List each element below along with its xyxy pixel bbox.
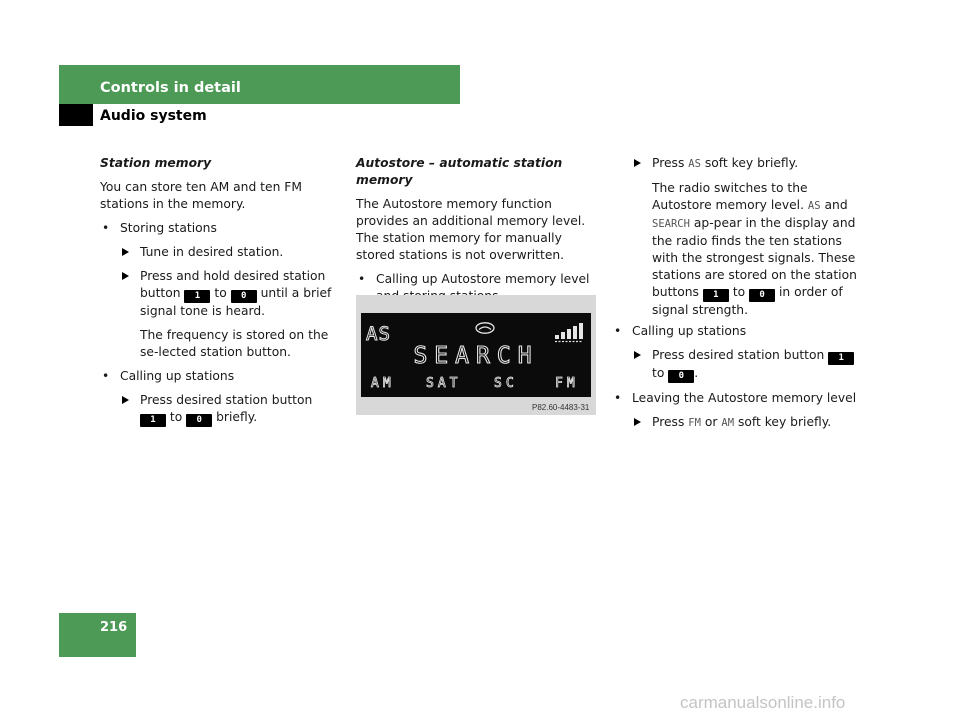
step-press-station — [100, 392, 340, 427]
radio-display — [361, 313, 591, 397]
bullet-label: Leaving the Autostore memory level — [632, 391, 857, 405]
bullet-label: Storing stations — [120, 221, 217, 235]
arrow-icon — [122, 248, 129, 256]
step-press-as — [612, 155, 862, 173]
station-button-0-key: 0 — [231, 290, 257, 303]
signal-strength-icon — [554, 321, 586, 343]
column-autostore — [356, 155, 600, 312]
soft-key-label: AM — [721, 417, 735, 429]
bullet-label: Calling up stations — [120, 369, 235, 383]
soft-key-am: AM — [371, 376, 395, 391]
station-button-0-key: 0 — [186, 414, 212, 427]
bullet-storing-stations — [100, 220, 340, 237]
station-button-0-key: 0 — [749, 289, 775, 302]
heading-station-memory: Station memory — [100, 156, 212, 170]
step-tune-in — [100, 244, 340, 261]
step-text: soft key briefly. — [737, 415, 832, 429]
soft-key-fm: FM — [555, 376, 579, 391]
soft-key-sat: SAT — [426, 376, 462, 391]
step-text: Press desired station button — [652, 348, 825, 362]
bullet-dot: • — [102, 369, 110, 383]
heading-autostore: Autostore – automatic station memory — [356, 156, 563, 187]
watermark: carmanualsonline.info — [680, 693, 846, 712]
step-text: soft key briefly. — [704, 156, 799, 170]
page-number: 216 — [100, 620, 128, 635]
note-text: The radio switches to the Autostore memory level. — [652, 181, 808, 212]
column-autostore-steps — [612, 155, 862, 326]
note-frequency-stored: The frequency is stored on the se-lected station button. — [140, 328, 329, 359]
bullet-dot: • — [358, 272, 366, 286]
soft-key-label: SEARCH — [652, 218, 690, 230]
column-autostore-bullets — [612, 323, 862, 439]
bullet-dot: • — [102, 221, 110, 235]
bullet-dot: • — [614, 324, 622, 338]
soft-key-label: AS — [688, 158, 701, 170]
intro-text: You can store ten AM and ten FM stations in the memory. — [100, 180, 302, 211]
note-text: to — [732, 285, 746, 299]
step-text: until a brief signal tone is heard. — [140, 286, 332, 318]
step-press-station — [612, 347, 862, 383]
subsection-tab — [59, 104, 93, 126]
step-text: Tune in desired station. — [140, 245, 284, 259]
step-text: briefly. — [216, 410, 258, 424]
station-button-0-key: 0 — [668, 370, 694, 383]
step-text: Press — [652, 415, 685, 429]
step-text: Press — [652, 156, 685, 170]
step-text: . — [694, 366, 699, 380]
note-text: in order of signal strength. — [652, 285, 843, 317]
bullet-label: Calling up Autostore memory level — [376, 272, 590, 286]
bullet-label: Calling up stations — [632, 324, 747, 338]
step-press-fm-am — [612, 414, 862, 432]
note-text: ap-pear in the display and the radio finds the ten stations with the strongest signals. These stations are stored on the station buttons — [652, 216, 857, 299]
display-mode-label: AS — [366, 323, 391, 345]
bullet-calling-up-stations — [612, 323, 862, 340]
bullet-calling-up — [100, 368, 340, 385]
bullet-leaving-autostore — [612, 390, 862, 407]
station-button-1-key: 1 — [140, 414, 166, 427]
station-button-1-key: 1 — [703, 289, 729, 302]
phone-icon — [474, 321, 496, 335]
station-button-1-key: 1 — [828, 352, 854, 365]
figure-code: P82.60-4483-31 — [532, 403, 590, 412]
step-text: Press desired station button — [140, 393, 313, 407]
note-text: and — [824, 198, 848, 212]
step-text: Press and hold desired station button — [140, 269, 326, 300]
station-button-1-key: 1 — [184, 290, 210, 303]
note-autostore-search — [612, 180, 862, 319]
bullet-dot: • — [614, 391, 622, 405]
arrow-icon — [634, 351, 641, 359]
display-main-text: SEARCH — [413, 343, 539, 369]
column-station-memory — [100, 155, 340, 434]
step-text: to — [169, 410, 183, 424]
step-text: or — [704, 415, 718, 429]
step-text: to — [214, 286, 227, 300]
arrow-icon — [634, 159, 641, 167]
step-text: to — [652, 366, 665, 380]
step-press-hold — [100, 268, 340, 320]
section-title: Controls in detail — [100, 80, 241, 96]
arrow-icon — [122, 272, 129, 280]
soft-key-sc: SC — [494, 376, 518, 391]
arrow-icon — [634, 418, 641, 426]
soft-key-label: AS — [807, 200, 821, 212]
subsection-title: Audio system — [100, 108, 207, 124]
arrow-icon — [122, 396, 129, 404]
autostore-intro: The Autostore memory function provides an additional memory level. The station memory for manually stored stations is not overwritten. — [356, 197, 586, 262]
soft-key-label: FM — [688, 417, 701, 429]
